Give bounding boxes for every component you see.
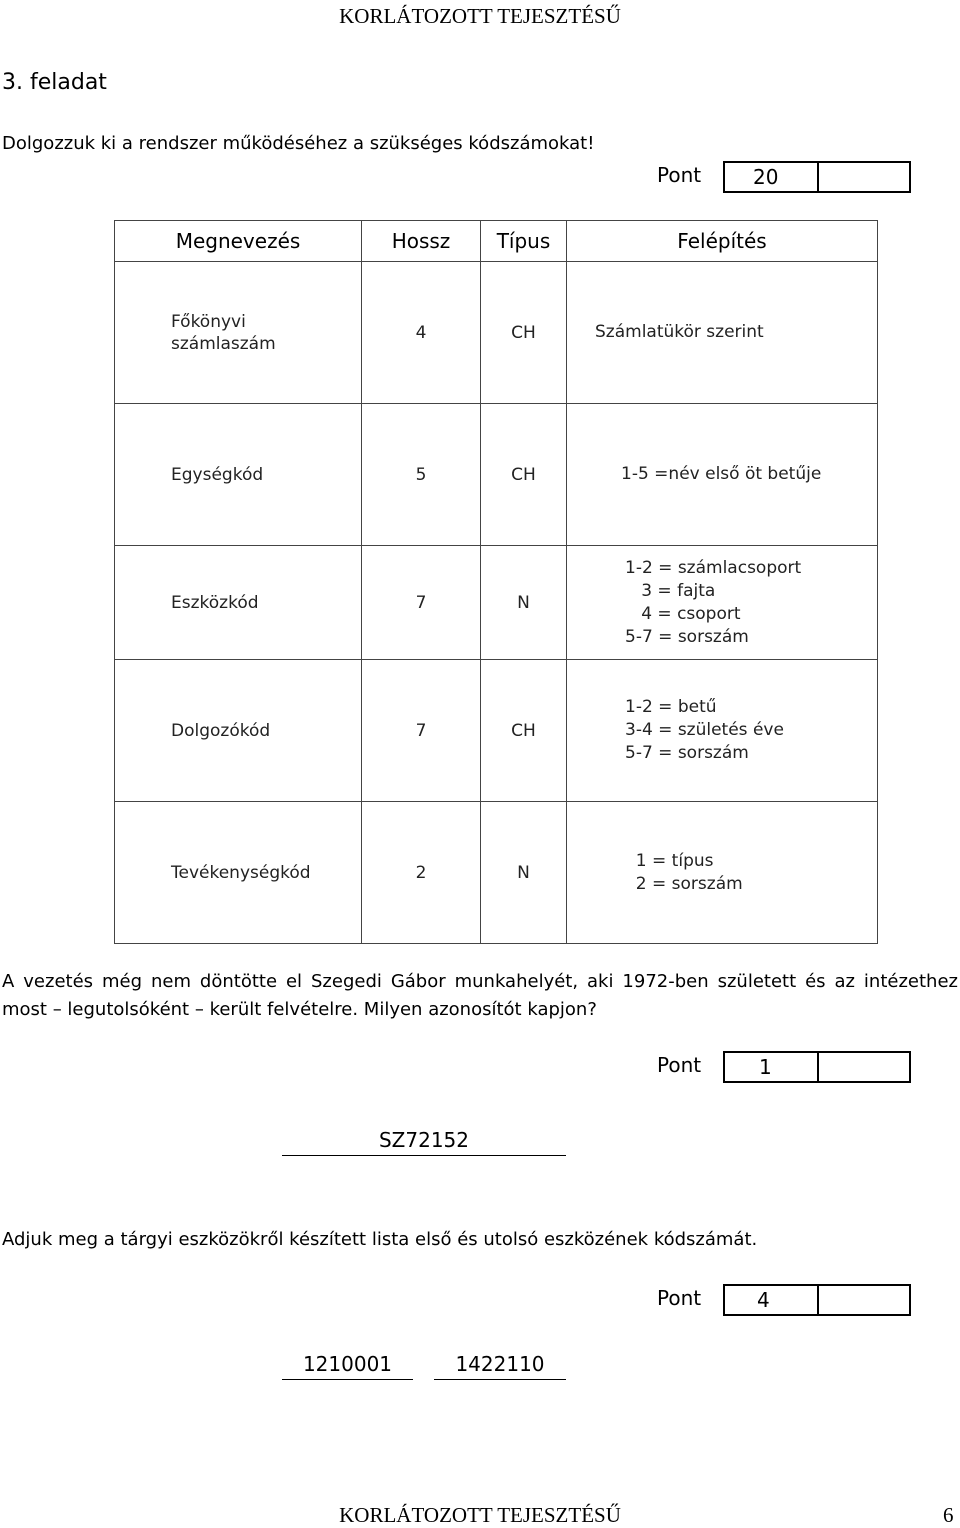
task-intro: Dolgozzuk ki a rendszer működéséhez a szükséges kódszámokat!: [2, 133, 595, 154]
task-title: 3. feladat: [2, 70, 107, 95]
row-name: [115, 262, 362, 404]
row-desc-line: 2 = sorszám: [625, 873, 743, 894]
points-value: 1: [759, 1055, 772, 1079]
row-name-line: Főkönyvi: [171, 311, 246, 332]
answer-field: SZ72152: [282, 1128, 566, 1156]
points-box-divider: [817, 1286, 819, 1314]
header-hossz: Hossz: [362, 221, 481, 262]
points-box: [723, 161, 911, 193]
points-box: [723, 1284, 911, 1316]
row-desc-line: 1-2 = számlacsoport: [625, 557, 802, 578]
row-desc-line: 5-7 = sorszám: [625, 626, 749, 647]
row-name: [115, 546, 362, 660]
table-row: [115, 262, 878, 404]
row-name: [115, 660, 362, 802]
row-desc: [567, 802, 878, 944]
page-number: 6: [943, 1503, 954, 1527]
row-type: CH: [481, 404, 567, 546]
answer-field-first: 1210001: [282, 1352, 413, 1380]
row-desc: [567, 262, 878, 404]
row-type: N: [481, 546, 567, 660]
table-row: [115, 404, 878, 546]
row-name-line: Tevékenységkód: [171, 862, 311, 883]
points-value: 4: [757, 1288, 770, 1312]
row-type: CH: [481, 262, 567, 404]
code-table: [114, 220, 878, 944]
header-felepites: Felépítés: [567, 221, 878, 262]
row-length: 2: [362, 802, 481, 944]
table-row: [115, 802, 878, 944]
table-header-row: [115, 221, 878, 262]
row-length: 7: [362, 660, 481, 802]
row-type: N: [481, 802, 567, 944]
page-footer: KORLÁTOZOTT TEJESZTÉSŰ: [339, 1503, 621, 1527]
points-box-divider: [817, 163, 819, 191]
row-length: 5: [362, 404, 481, 546]
row-desc-line: 5-7 = sorszám: [625, 743, 749, 763]
table-row: [115, 660, 878, 802]
row-name-line: Eszközkód: [171, 592, 259, 613]
row-name: [115, 802, 362, 944]
row-desc-line: 4 = csoport: [625, 603, 741, 624]
row-desc-line: Számlatükör szerint: [595, 322, 764, 342]
row-type: CH: [481, 660, 567, 802]
row-name-line: Egységkód: [171, 464, 264, 485]
row-desc-line: 3-4 = születés éve: [625, 720, 784, 740]
points-label: Pont: [657, 1053, 702, 1077]
points-label: Pont: [657, 163, 702, 187]
points-value: 20: [753, 165, 779, 189]
question-1-text: A vezetés még nem döntötte el Szegedi Gábor munkahelyét, aki 1972-ben született és az intézethez most – legutolsóként – került felvételre. Milyen azonosítót kapjon?: [2, 971, 958, 1020]
row-desc-line: 1-2 = betű: [625, 697, 717, 717]
row-desc: [567, 404, 878, 546]
points-box-divider: [817, 1053, 819, 1081]
header-megnevezes: Megnevezés: [115, 221, 362, 262]
row-name-line: Dolgozókód: [171, 720, 271, 741]
row-length: 7: [362, 546, 481, 660]
table-row: [115, 546, 878, 660]
points-label: Pont: [657, 1286, 702, 1310]
points-box: [723, 1051, 911, 1083]
row-desc-line: 3 = fajta: [625, 580, 716, 601]
question-2-text: Adjuk meg a tárgyi eszközökről készített lista első és utolsó eszközének kódszámát.: [2, 1229, 758, 1250]
header-tipus: Típus: [481, 221, 567, 262]
row-name-line: számlaszám: [171, 333, 276, 354]
row-desc-line: 1-5 =név első öt betűje: [621, 464, 822, 484]
row-name: [115, 404, 362, 546]
row-desc: [567, 660, 878, 802]
answer-field-last: 1422110: [434, 1352, 566, 1380]
row-length: 4: [362, 262, 481, 404]
row-desc: [567, 546, 878, 660]
page-header: KORLÁTOZOTT TEJESZTÉSŰ: [339, 4, 621, 28]
row-desc-line: 1 = típus: [625, 850, 714, 871]
